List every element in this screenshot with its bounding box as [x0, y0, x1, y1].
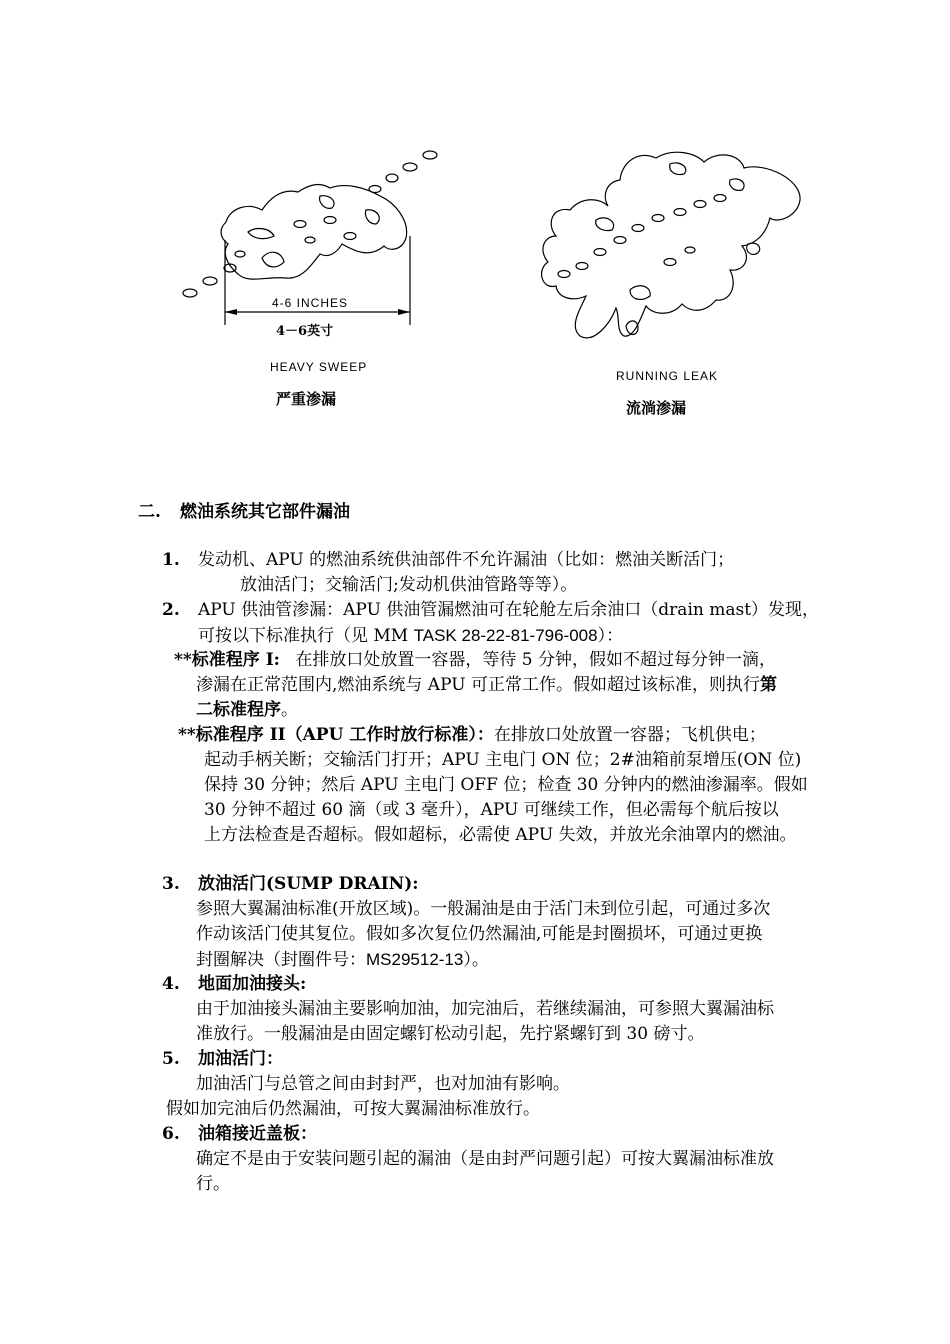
item-1-number: 1.: [162, 550, 180, 570]
heavy-sweep-label-en: HEAVY SWEEP: [270, 360, 368, 374]
running-leak-label-en: RUNNING LEAK: [616, 369, 719, 383]
procedure-2-line: 上方法检查是否超标。假如超标，必需使 APU 失效，并放光余油罩内的燃油。: [204, 825, 797, 845]
item-5-line: 假如加完油后仍然漏油，可按大翼漏油标准放行。: [166, 1099, 540, 1119]
drop: [403, 163, 417, 171]
drop: [386, 174, 398, 182]
heavy-sweep-figure: [170, 140, 450, 340]
item-6-line: 行。: [196, 1174, 230, 1194]
item-4-line: 由于加油接头漏油主要影响加油，加完油后，若继续漏油，可参照大翼漏油标: [196, 999, 774, 1019]
item-2-number: 2.: [162, 600, 180, 620]
section-number: 二.: [138, 502, 161, 522]
procedure-2-line: 30 分钟不超过 60 滴（或 3 毫升），APU 可继续工作，但必需每个航后按以: [204, 800, 779, 820]
running-leak-outline: [542, 152, 801, 338]
procedure-2-line: 保持 30 分钟；然后 APU 主电门 OFF 位；检查 30 分钟内的燃油渗漏率。假如: [204, 775, 808, 795]
procedure-1-line: 渗漏在正常范围内,燃油系统与 APU 可正常工作。假如超过该标准，则执行第: [196, 675, 777, 695]
item-5-line: 加油活门与总管之间由封封严，也对加油有影响。: [196, 1074, 570, 1094]
dimension-label-cn: 4－6英寸: [276, 324, 334, 339]
running-leak-label-cn: 流淌渗漏: [626, 399, 687, 417]
item-6-title: 油箱接近盖板：: [198, 1124, 317, 1144]
item-3-title: 放油活门(SUMP DRAIN):: [198, 874, 419, 894]
procedure-1-heading: **标准程序 I:: [174, 650, 280, 670]
item-3-line: 参照大翼漏油标准(开放区域)。一般漏油是由于活门未到位引起，可通过多次: [196, 899, 771, 919]
item-3-number: 3.: [162, 874, 180, 894]
running-leak-figure: [530, 140, 815, 355]
item-1-line: 放油活门；交输活门;发动机供油管路等等）。: [240, 575, 578, 595]
item-6-line: 确定不是由于安装问题引起的漏油（是由封严问题引起）可按大翼漏油标准放: [196, 1149, 774, 1169]
drop: [203, 277, 217, 285]
item-3-line: 封圈解决（封圈件号：MS29512-13）。: [196, 950, 489, 970]
drop: [423, 151, 437, 159]
drop: [183, 289, 197, 297]
section-title: 燃油系统其它部件漏油: [180, 502, 350, 522]
procedure-2: **标准程序 II（APU 工作时放行标准）：在排放口处放置一容器；飞机供电；: [178, 725, 766, 745]
item-4-line: 准放行。一般漏油是由固定螺钉松动引起，先拧紧螺钉到 30 磅寸。: [196, 1024, 705, 1044]
procedure-2-line: 起动手柄关断；交输活门打开；APU 主电门 ON 位；2#油箱前泵增压(ON 位): [204, 750, 802, 770]
item-4-title: 地面加油接头:: [198, 974, 307, 994]
item-2-line: 可按以下标准执行（见 MM TASK 28-22-81-796-008）：: [198, 626, 624, 646]
item-5-title: 加油活门：: [198, 1049, 283, 1069]
dimension-label-en: 4-6 INCHES: [272, 296, 349, 310]
item-5-number: 5.: [162, 1049, 180, 1069]
procedure-1: **标准程序 I: 在排放口处放置一容器，等待 5 分钟，假如不超过每分钟一滴，: [174, 650, 776, 670]
item-1-line: 发动机、APU 的燃油系统供油部件不允许漏油（比如：燃油关断活门；: [198, 550, 735, 570]
item-2-line: APU 供油管渗漏：APU 供油管漏燃油可在轮舱左后余油口（drain mast）发现，: [198, 600, 820, 620]
heavy-sweep-label-cn: 严重渗漏: [276, 390, 337, 408]
item-3-line: 作动该活门使其复位。假如多次复位仍然漏油,可能是封圈损坏，可通过更换: [196, 924, 763, 944]
item-4-number: 4.: [162, 974, 180, 994]
item-6-number: 6.: [162, 1124, 180, 1144]
procedure-2-heading: **标准程序 II（APU 工作时放行标准）：: [178, 725, 494, 745]
procedure-1-line: 二标准程序。: [196, 700, 298, 720]
